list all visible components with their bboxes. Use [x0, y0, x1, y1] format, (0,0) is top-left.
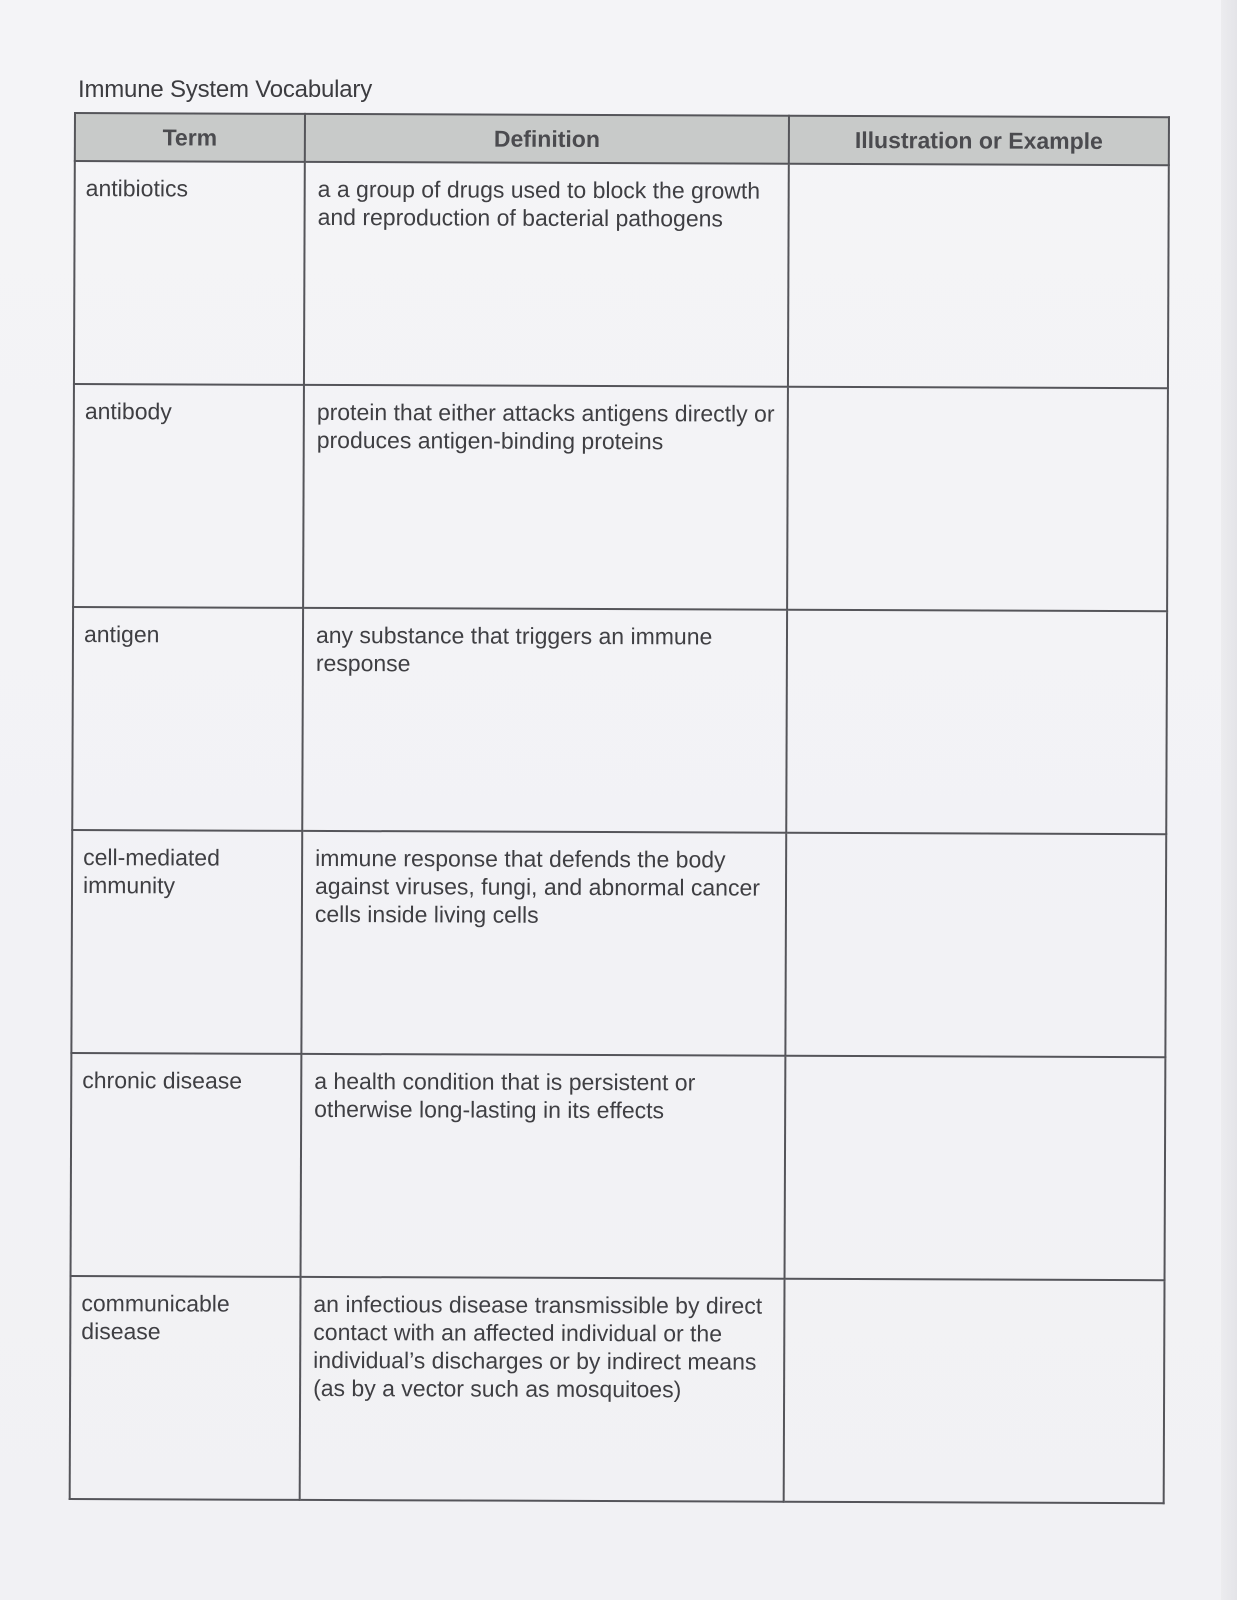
definition-cell: an infectious disease transmissible by direct contact with an affected individual or the individual’s discharges or by indirect means (as by a vector such as mosquitoes) [300, 1277, 785, 1502]
column-header-definition: Definition [305, 114, 789, 164]
definition-cell: any substance that triggers an immune response [302, 608, 787, 833]
table-row [71, 830, 1166, 1057]
term-cell: antibiotics [74, 161, 305, 385]
table-row [70, 1276, 1165, 1503]
vocabulary-table [69, 112, 1170, 1504]
illustration-cell [785, 1056, 1166, 1280]
term-cell: cell-mediated immunity [71, 830, 302, 1054]
term-cell: antigen [72, 607, 303, 831]
worksheet-title: Immune System Vocabulary [78, 76, 372, 103]
illustration-cell [785, 833, 1166, 1057]
illustration-cell [787, 387, 1168, 611]
table-header-row [75, 113, 1169, 165]
illustration-cell [786, 610, 1167, 834]
definition-cell: protein that either attacks antigens directly or produces antigen-binding proteins [303, 385, 788, 610]
term-cell: chronic disease [71, 1053, 302, 1277]
table-row [73, 384, 1168, 611]
table-row [72, 607, 1167, 834]
term-cell: communicable disease [70, 1276, 301, 1500]
definition-cell: a health condition that is persistent or otherwise long-lasting in its effects [301, 1054, 786, 1279]
table-row [71, 1053, 1166, 1280]
illustration-cell [788, 164, 1169, 388]
definition-cell: a a group of drugs used to block the growth and reproduction of bacterial pathogens [304, 162, 789, 387]
column-header-term: Term [75, 113, 305, 162]
definition-cell: immune response that defends the body against viruses, fungi, and abnormal cancer cells inside living cells [301, 831, 786, 1056]
illustration-cell [784, 1279, 1165, 1503]
column-header-illustration: Illustration or Example [789, 116, 1169, 165]
table-row [74, 161, 1169, 388]
term-cell: antibody [73, 384, 304, 608]
paper-edge [1221, 0, 1237, 1600]
